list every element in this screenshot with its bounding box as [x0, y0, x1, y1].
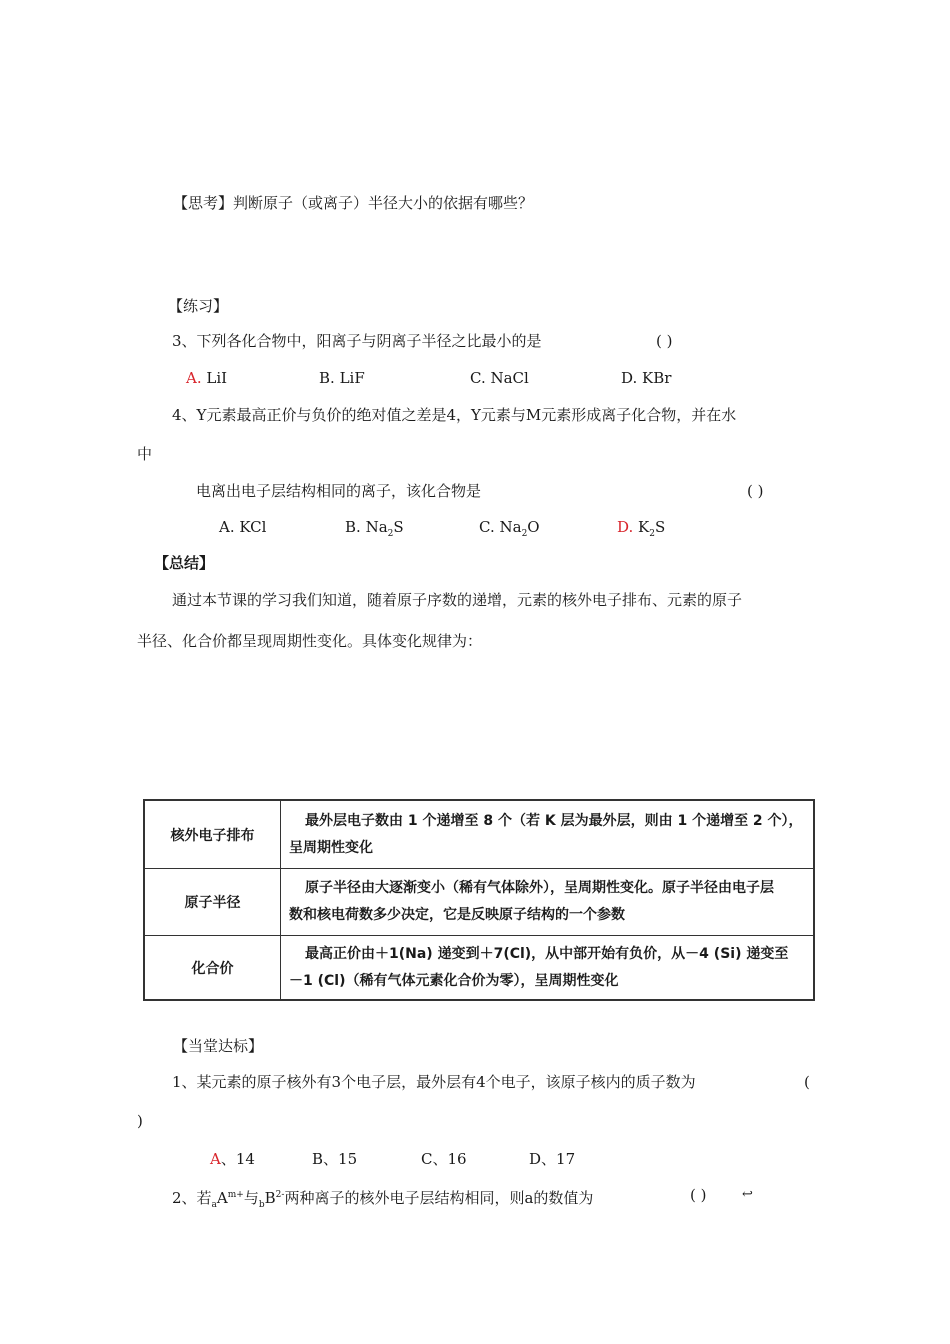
q3-option-c: C. NaCl — [470, 369, 529, 387]
think-prompt: 【思考】判断原子（或离子）半径大小的依据有哪些？ — [173, 194, 534, 212]
s1-option-d: D、17 — [529, 1150, 576, 1168]
q4-bracket: ( ) — [747, 482, 764, 500]
return-arrow-icon: ↩ — [742, 1187, 753, 1202]
q4-stem-line1: 4、Y元素最高正价与负价的绝对值之差是4，Y元素与M元素形成离子化合物，并在水 — [172, 406, 737, 424]
summary-line2: 半径、化合价都呈现周期性变化。具体变化规律为： — [137, 632, 483, 650]
q3-bracket: ( ) — [656, 332, 673, 350]
s1-stem: 1、某元素的原子核外有3个电子层，最外层有4个电子，该原子核内的质子数为 — [172, 1073, 696, 1091]
table-row-body: 原子半径由大逐渐变小（稀有气体除外），呈周期性变化。原子半径由电子层 数和核电荷数多少决定，它是反映原子结构的一个参数 — [289, 880, 774, 923]
table-row — [145, 801, 813, 869]
q3-stem: 3、下列各化合物中，阳离子与阴离子半径之比最小的是 — [172, 332, 542, 350]
q4-option-b: B. $Na_2S$ — [345, 518, 404, 539]
s2-bracket: ( ) — [690, 1186, 707, 1204]
periodic-trends-table — [143, 799, 815, 1001]
table-row-head: 原子半径 — [145, 869, 281, 935]
table-row-body: 最高正价由＋1(Na) 递变到＋7(Cl)，从中部开始有负价，从－4 (Si) 递变至 －1 (Cl)（稀有气体元素化合价为零），呈周期性变化 — [289, 945, 789, 989]
s1-option-b: B、15 — [312, 1150, 358, 1168]
s1-option-c: C、16 — [421, 1150, 467, 1168]
summary-line1: 通过本节课的学习我们知道，随着原子序数的递增，元素的核外电子排布、元素的原子 — [172, 591, 743, 609]
q4-option-c: C. $Na_2O$ — [479, 518, 540, 539]
q3-option-a: A. LiI — [186, 369, 228, 387]
q3-option-b: B. LiF — [319, 369, 365, 387]
summary-heading: 【总结】 — [154, 554, 215, 572]
table-row — [145, 936, 813, 999]
q4-stem-line3: 电离出电子层结构相同的离子，该化合物是 — [196, 482, 482, 500]
table-row-body: 最外层电子数由 1 个递增至 8 个（若 K 层为最外层，则由 1 个递增至 2 个）， 呈周期性变化 — [289, 812, 803, 856]
table-row — [145, 869, 813, 936]
q4-option-a: A. KCl — [219, 518, 267, 536]
s2-stem: 2、若$_aA^{m+}$与$_bB^{2-}$两种离子的核外电子层结构相同，则a的数值为 — [172, 1189, 594, 1210]
standard-heading: 【当堂达标】 — [173, 1037, 264, 1055]
q4-option-d: D. $K_2S$ — [617, 518, 666, 539]
table-row-head: 化合价 — [145, 936, 281, 999]
s1-bracket-open: ( — [804, 1073, 810, 1091]
practice-heading: 【练习】 — [168, 297, 229, 315]
table-row-head: 核外电子排布 — [145, 801, 281, 868]
s1-option-a: A、14 — [210, 1150, 255, 1168]
q4-stem-line2: 中 — [137, 445, 153, 463]
q3-option-d: D. KBr — [621, 369, 672, 387]
s1-bracket-close: ) — [137, 1112, 143, 1130]
